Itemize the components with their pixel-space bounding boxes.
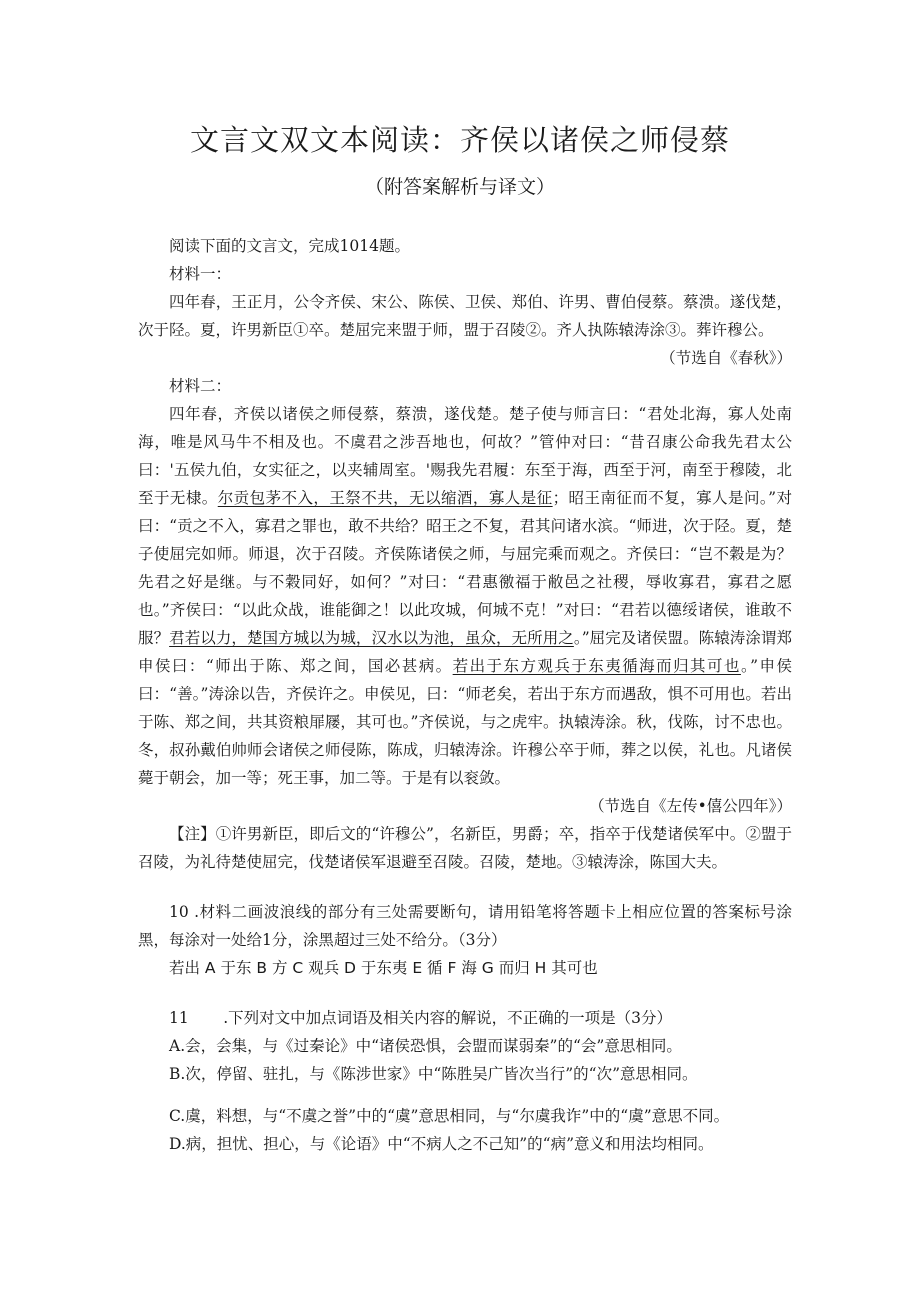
question-11-stem: 11 .下列对文中加点词语及相关内容的解说，不正确的一项是（3分） <box>169 1009 673 1027</box>
underlined-sentence-1: 尔贡包茅不入，王祭不共，无以缩酒，寡人是征 <box>217 489 553 507</box>
material1-label: 材料一： <box>169 265 232 283</box>
material2-seg3: 。”屈完及诸侯盟。陈辕涛涂谓郑申侯曰：“师出于陈、郑之间，国必甚病。 <box>138 629 792 675</box>
question-10-options: 若出 A 于东 B 方 C 观兵 D 于东夷 E 循 F 海 G 而归 H 其可也 <box>169 959 598 977</box>
question-11-option-b: B.次，停留、驻扎，与《陈涉世家》中“陈胜吴广皆次当行”的“次”意思相同。 <box>169 1065 698 1083</box>
underlined-sentence-2: 君若以力，楚国方城以为城，汉水以为池，虽众，无所用之 <box>169 629 574 647</box>
material1-source: （节选自《春秋》） <box>660 349 792 367</box>
annotation-note: 【注】①许男新臣，即后文的“许穆公”，名新臣，男爵；卒，指卒于伐楚诸侯军中。②盟于召陵，为礼待楚使屈完，伐楚诸侯军退避至召陵。召陵，楚地。③辕涛涂，陈国大夫。 <box>138 825 792 871</box>
question-11-option-c: C.虞，料想，与“不虞之誉”中的“虞”意思相同，与“尔虞我诈”中的“虞”意思不同。 <box>169 1107 730 1125</box>
question-11-option-a: A.会，会集，与《过秦论》中“诸侯恐惧，会盟而谋弱秦”的“会”意思相同。 <box>169 1037 682 1055</box>
material2-label: 材料二： <box>169 377 232 395</box>
material2-seg1: 四年春，齐侯以诸侯之师侵蔡，蔡溃，遂伐楚。楚子使与师言曰：“君处北海，寡人处南海，唯是风马牛不相及也。不虞君之涉吾地也，何故？”管仲对曰：“昔召康公命我先君太公曰：'五侯九伯，女实征之，以夹辅周室。'赐我先君履：东至于海，西至于河，南至于穆陵，北至于无棣。 <box>138 405 792 507</box>
page-title: 文言文双文本阅读：齐侯以诸侯之师侵蔡 <box>189 123 730 157</box>
material1-text: 四年春，王正月，公令齐侯、宋公、陈侯、卫侯、郑伯、许男、曹伯侵蔡。蔡溃。遂伐楚，次于陉。夏，许男新臣①卒。楚屈完来盟于师，盟于召陵②。齐人执陈辕涛涂③。葬许穆公。 <box>138 293 792 339</box>
question-10: 10 .材料二画波浪线的部分有三处需要断句，请用铅笔将答题卡上相应位置的答案标号涂黑，每涂对一处给1分，涂黑超过三处不给分。（3分） <box>138 903 792 949</box>
wavy-line-sentence: 若出于东方观兵于东夷循海而归其可也 <box>452 657 741 675</box>
intro-instruction: 阅读下面的文言文，完成1014题。 <box>169 237 410 255</box>
document-body <box>138 232 792 1158</box>
material2-source: （节选自《左传•僖公四年》） <box>589 797 792 815</box>
page-subtitle: （附答案解析与译文） <box>364 176 555 198</box>
question-11-option-d: D.病，担忧、担心，与《论语》中“不病人之不己知”的“病”意义和用法均相同。 <box>169 1135 714 1153</box>
material2-seg2: ；昭王南征而不复，寡人是问。”对曰：“贡之不入，寡君之罪也，敢不共给？昭王之不复，君其问诸水滨。“师进，次于陉。夏，楚子使屈完如师。师退，次于召陵。齐侯陈诸侯之师，与屈完乘而观之。齐侯曰：“岂不穀是为？先君之好是继。与不穀同好，如何？”对曰：“君惠徼福于敝邑之社稷，辱收寡君，寡君之愿也。”齐侯曰：“以此众战，谁能御之！以此攻城，何城不克！”对曰：“君若以德绥诸侯，谁敢不服？ <box>138 489 792 647</box>
material2-seg4: 。”申侯曰：“善。”涛涂以告，齐侯许之。申侯见，曰：“师老矣，若出于东方而遇敌，惧不可用也。若出于陈、郑之间，共其资粮屝屦，其可也。”齐侯说，与之虎牢。执辕涛涂。秋，伐陈，讨不忠也。冬，叔孙戴伯帅师会诸侯之师侵陈，陈成，归辕涛涂。许穆公卒于师，葬之以侯，礼也。凡诸侯薨于朝会，加一等；死王事，加二等。于是有以衮敛。 <box>138 657 792 787</box>
material2-text <box>138 400 792 792</box>
